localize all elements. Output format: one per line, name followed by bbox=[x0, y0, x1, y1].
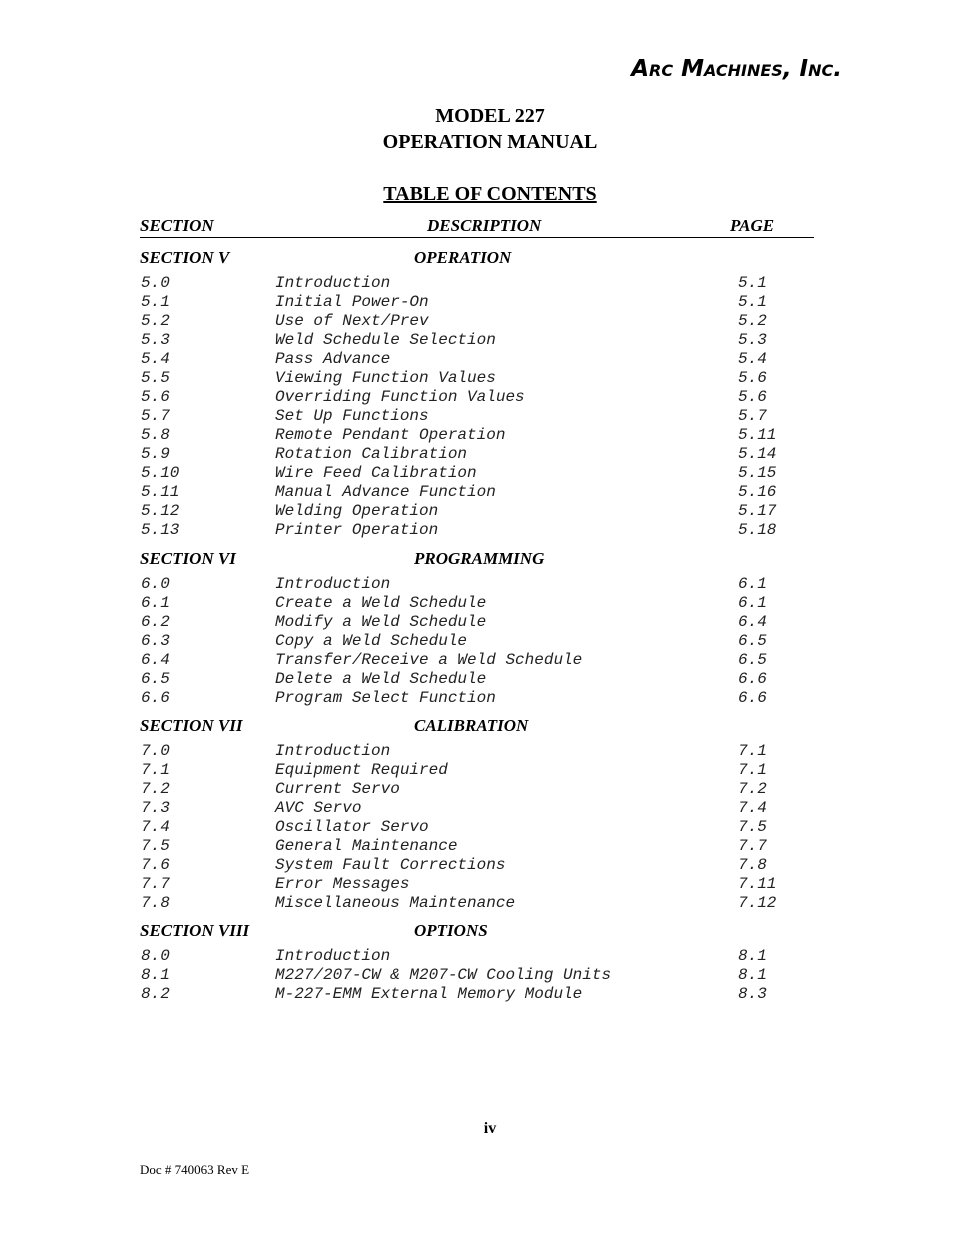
entry-page: 5.16 bbox=[738, 483, 777, 501]
entry-description: Printer Operation bbox=[275, 521, 439, 539]
entry-page: 5.14 bbox=[738, 445, 777, 463]
entry-number: 6.4 bbox=[141, 651, 170, 669]
entry-number: 7.4 bbox=[141, 818, 170, 836]
page-number: iv bbox=[483, 1120, 497, 1137]
entry-page: 5.11 bbox=[738, 426, 777, 444]
entry-description: Introduction bbox=[275, 575, 391, 593]
entry-number: 5.10 bbox=[141, 464, 180, 482]
toc-entry bbox=[140, 331, 814, 350]
entry-page: 5.3 bbox=[738, 331, 767, 349]
toc-entry bbox=[140, 274, 814, 293]
entry-number: 5.2 bbox=[141, 312, 170, 330]
entry-number: 5.12 bbox=[141, 502, 180, 520]
entry-page: 5.4 bbox=[738, 350, 767, 368]
section-name: SECTION V bbox=[140, 248, 230, 267]
entry-page: 6.4 bbox=[738, 613, 767, 631]
entry-number: 5.5 bbox=[141, 369, 170, 387]
toc-entry bbox=[140, 312, 814, 331]
entry-description: Introduction bbox=[275, 274, 391, 292]
toc-entry bbox=[140, 464, 814, 483]
entry-number: 7.1 bbox=[141, 761, 170, 779]
entry-number: 5.4 bbox=[141, 350, 170, 368]
entry-number: 5.6 bbox=[141, 388, 170, 406]
entry-page: 8.3 bbox=[738, 985, 767, 1003]
entry-number: 7.6 bbox=[141, 856, 170, 874]
entry-page: 6.5 bbox=[738, 632, 767, 650]
toc-entry bbox=[140, 613, 814, 632]
entry-description: Oscillator Servo bbox=[275, 818, 429, 836]
section-name: SECTION VII bbox=[140, 716, 243, 735]
entry-description: Weld Schedule Selection bbox=[275, 331, 496, 349]
entry-description: Overriding Function Values bbox=[275, 388, 525, 406]
toc-entry bbox=[140, 388, 814, 407]
toc-entry bbox=[140, 426, 814, 445]
entry-description: General Maintenance bbox=[275, 837, 458, 855]
section-name: SECTION VIII bbox=[140, 921, 250, 940]
section-heading bbox=[140, 921, 814, 943]
toc-entry bbox=[140, 521, 814, 540]
toc-entry bbox=[140, 293, 814, 312]
entry-description: Wire Feed Calibration bbox=[275, 464, 477, 482]
entry-page: 6.6 bbox=[738, 670, 767, 688]
entry-number: 8.1 bbox=[141, 966, 170, 984]
entry-number: 7.0 bbox=[141, 742, 170, 760]
toc-entry bbox=[140, 818, 814, 837]
entry-number: 7.8 bbox=[141, 894, 170, 912]
entry-page: 7.1 bbox=[738, 742, 767, 760]
section-entries bbox=[140, 274, 814, 540]
entry-description: Set Up Functions bbox=[275, 407, 429, 425]
entry-page: 8.1 bbox=[738, 966, 767, 984]
entry-number: 6.0 bbox=[141, 575, 170, 593]
toc-heading: TABLE OF CONTENTS bbox=[383, 183, 597, 205]
entry-description: Pass Advance bbox=[275, 350, 391, 368]
section-entries bbox=[140, 575, 814, 708]
section-title: CALIBRATION bbox=[414, 716, 529, 735]
column-page-label: PAGE bbox=[730, 216, 775, 235]
entry-number: 5.1 bbox=[141, 293, 170, 311]
entry-number: 8.0 bbox=[141, 947, 170, 965]
entry-description: Delete a Weld Schedule bbox=[275, 670, 487, 688]
entry-description: Remote Pendant Operation bbox=[275, 426, 506, 444]
toc-entry bbox=[140, 966, 814, 985]
entry-number: 5.11 bbox=[141, 483, 180, 501]
entry-number: 5.9 bbox=[141, 445, 170, 463]
entry-description: Current Servo bbox=[275, 780, 400, 798]
entry-page: 5.7 bbox=[738, 407, 767, 425]
section-title: OPERATION bbox=[414, 248, 512, 267]
entry-number: 5.13 bbox=[141, 521, 180, 539]
entry-page: 6.6 bbox=[738, 689, 767, 707]
entry-description: Welding Operation bbox=[275, 502, 439, 520]
entry-page: 7.5 bbox=[738, 818, 767, 836]
entry-page: 5.15 bbox=[738, 464, 777, 482]
section-heading bbox=[140, 716, 814, 738]
entry-page: 6.1 bbox=[738, 594, 767, 612]
entry-page: 7.12 bbox=[738, 894, 777, 912]
toc-entry bbox=[140, 742, 814, 761]
entry-number: 6.6 bbox=[141, 689, 170, 707]
toc-entry bbox=[140, 407, 814, 426]
entry-description: Copy a Weld Schedule bbox=[275, 632, 468, 650]
entry-page: 7.7 bbox=[738, 837, 767, 855]
model-title: MODEL 227 bbox=[435, 105, 545, 127]
entry-description: Introduction bbox=[275, 947, 391, 965]
entry-number: 5.0 bbox=[141, 274, 170, 292]
entry-page: 5.17 bbox=[738, 502, 777, 520]
toc-entry bbox=[140, 670, 814, 689]
entry-page: 7.1 bbox=[738, 761, 767, 779]
entry-number: 7.5 bbox=[141, 837, 170, 855]
entry-description: AVC Servo bbox=[275, 799, 362, 817]
column-description-label: DESCRIPTION bbox=[427, 216, 542, 235]
toc-entry bbox=[140, 985, 814, 1004]
entry-description: Modify a Weld Schedule bbox=[275, 613, 487, 631]
section-heading bbox=[140, 248, 814, 270]
company-logo-text: Arc Machines, Inc. bbox=[631, 56, 842, 82]
entry-page: 5.1 bbox=[738, 274, 767, 292]
section-name: SECTION VI bbox=[140, 549, 236, 568]
toc-column-header bbox=[140, 216, 814, 238]
section-title: PROGRAMMING bbox=[414, 549, 545, 568]
section-entries bbox=[140, 742, 814, 913]
entry-page: 8.1 bbox=[738, 947, 767, 965]
entry-description: Transfer/Receive a Weld Schedule bbox=[275, 651, 583, 669]
toc-entry bbox=[140, 856, 814, 875]
toc-entry bbox=[140, 837, 814, 856]
entry-number: 6.3 bbox=[141, 632, 170, 650]
toc-entry bbox=[140, 651, 814, 670]
entry-number: 6.5 bbox=[141, 670, 170, 688]
entry-description: Create a Weld Schedule bbox=[275, 594, 487, 612]
toc-entry bbox=[140, 445, 814, 464]
toc-entry bbox=[140, 369, 814, 388]
section-title: OPTIONS bbox=[414, 921, 488, 940]
entry-number: 6.1 bbox=[141, 594, 170, 612]
toc-entry bbox=[140, 799, 814, 818]
entry-page: 5.2 bbox=[738, 312, 767, 330]
toc-entry bbox=[140, 350, 814, 369]
entry-number: 7.7 bbox=[141, 875, 170, 893]
toc-entry bbox=[140, 575, 814, 594]
toc-entry bbox=[140, 894, 814, 913]
entry-description: Initial Power-On bbox=[275, 293, 429, 311]
entry-description: Use of Next/Prev bbox=[275, 312, 429, 330]
toc-entry bbox=[140, 502, 814, 521]
entry-number: 5.8 bbox=[141, 426, 170, 444]
entry-description: Program Select Function bbox=[275, 689, 496, 707]
toc-entry bbox=[140, 761, 814, 780]
entry-page: 6.5 bbox=[738, 651, 767, 669]
section-entries bbox=[140, 947, 814, 1004]
entry-page: 5.1 bbox=[738, 293, 767, 311]
toc-entry bbox=[140, 632, 814, 651]
entry-description: Introduction bbox=[275, 742, 391, 760]
toc-entry bbox=[140, 947, 814, 966]
toc-entry bbox=[140, 594, 814, 613]
toc-entry bbox=[140, 689, 814, 708]
document-number: Doc # 740063 Rev E bbox=[140, 1162, 250, 1177]
manual-title: OPERATION MANUAL bbox=[382, 131, 598, 153]
toc-entry bbox=[140, 483, 814, 502]
toc-entry bbox=[140, 875, 814, 894]
entry-description: Viewing Function Values bbox=[275, 369, 496, 387]
entry-page: 7.8 bbox=[738, 856, 767, 874]
section-heading bbox=[140, 549, 814, 571]
entry-description: M227/207-CW & M207-CW Cooling Units bbox=[275, 966, 612, 984]
entry-page: 7.2 bbox=[738, 780, 767, 798]
entry-number: 5.7 bbox=[141, 407, 170, 425]
entry-description: Error Messages bbox=[275, 875, 410, 893]
entry-page: 7.4 bbox=[738, 799, 767, 817]
entry-number: 5.3 bbox=[141, 331, 170, 349]
entry-page: 5.18 bbox=[738, 521, 777, 539]
entry-description: System Fault Corrections bbox=[275, 856, 506, 874]
entry-page: 5.6 bbox=[738, 369, 767, 387]
entry-description: Manual Advance Function bbox=[275, 483, 496, 501]
column-section-label: SECTION bbox=[140, 216, 214, 235]
entry-number: 7.2 bbox=[141, 780, 170, 798]
entry-page: 7.11 bbox=[738, 875, 777, 893]
entry-description: Equipment Required bbox=[275, 761, 448, 779]
entry-number: 7.3 bbox=[141, 799, 170, 817]
entry-number: 8.2 bbox=[141, 985, 170, 1003]
entry-number: 6.2 bbox=[141, 613, 170, 631]
entry-description: M-227-EMM External Memory Module bbox=[275, 985, 583, 1003]
toc-entry bbox=[140, 780, 814, 799]
entry-description: Rotation Calibration bbox=[275, 445, 468, 463]
entry-description: Miscellaneous Maintenance bbox=[275, 894, 516, 912]
entry-page: 6.1 bbox=[738, 575, 767, 593]
entry-page: 5.6 bbox=[738, 388, 767, 406]
